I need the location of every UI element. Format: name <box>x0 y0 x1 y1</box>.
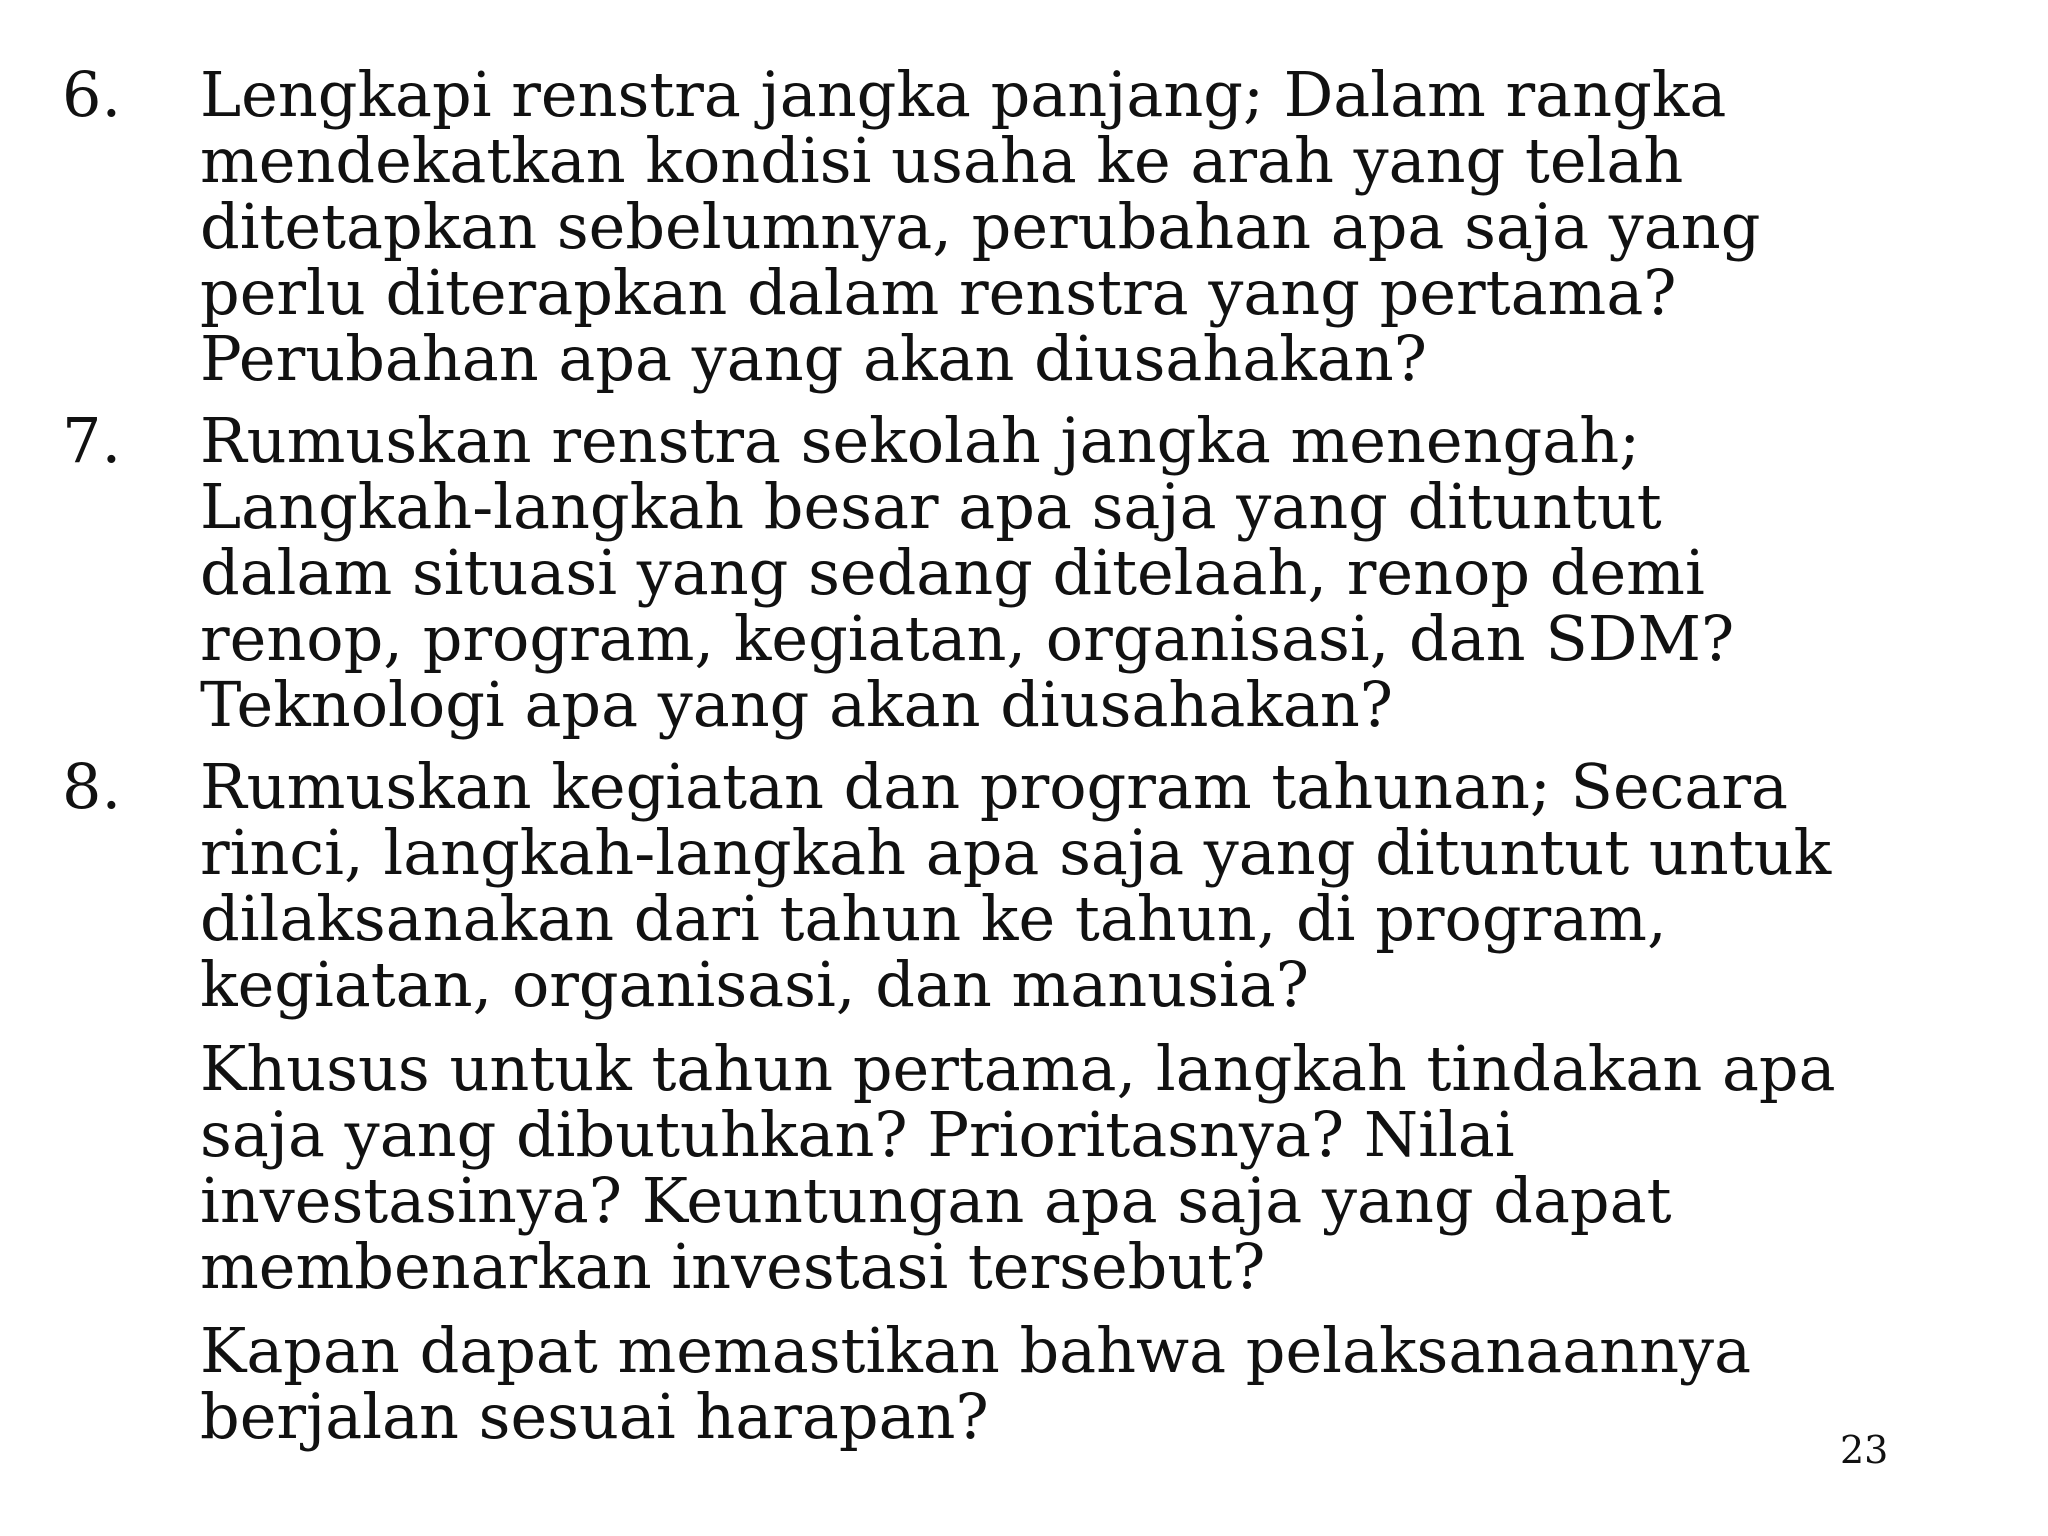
paragraph-first-year <box>200 1032 2030 1303</box>
text-line: Langkah-langkah besar apa saja yang dituntut <box>200 470 1662 543</box>
text-line: Khusus untuk tahun pertama, langkah tindakan apa <box>200 1032 1836 1105</box>
item-number: 8. <box>62 750 122 823</box>
item-text <box>200 404 2030 741</box>
text-line: kegiatan, organisasi, dan manusia? <box>200 948 1309 1021</box>
text-line: berjalan sesuai harapan? <box>200 1380 989 1453</box>
text-line: dilaksanakan dari tahun ke tahun, di program, <box>200 882 1667 955</box>
text-line: renop, program, kegiatan, organisasi, dan SDM? <box>200 602 1735 675</box>
text-line: mendekatkan kondisi usaha ke arah yang telah <box>200 124 1684 197</box>
text-line: Perubahan apa yang akan diusahakan? <box>200 322 1427 395</box>
paragraph-timeline <box>200 1314 2030 1453</box>
text-line: Rumuskan renstra sekolah jangka menengah; <box>200 404 1641 477</box>
text-line: Lengkapi renstra jangka panjang; Dalam rangka <box>200 58 1727 131</box>
text-line: ditetapkan sebelumnya, perubahan apa saja yang <box>200 190 1761 263</box>
text-line: rinci, langkah-langkah apa saja yang dituntut untuk <box>200 816 1832 889</box>
text-line: Teknologi apa yang akan diusahakan? <box>200 668 1394 741</box>
item-number: 6. <box>62 58 122 131</box>
text-line: perlu diterapkan dalam renstra yang pertama? <box>200 256 1677 329</box>
text-line: dalam situasi yang sedang ditelaah, renop demi <box>200 536 1705 609</box>
text-line: investasinya? Keuntungan apa saja yang dapat <box>200 1164 1672 1237</box>
text-line: Rumuskan kegiatan dan program tahunan; Secara <box>200 750 1788 823</box>
text-line: membenarkan investasi tersebut? <box>200 1230 1266 1303</box>
item-text <box>200 58 2030 395</box>
text-line: saja yang dibutuhkan? Prioritasnya? Nilai <box>200 1098 1515 1171</box>
text-line: Kapan dapat memastikan bahwa pelaksanaannya <box>200 1314 1752 1387</box>
page-number: 23 <box>1840 1428 1889 1472</box>
item-text <box>200 750 2030 1021</box>
item-number: 7. <box>62 404 122 477</box>
